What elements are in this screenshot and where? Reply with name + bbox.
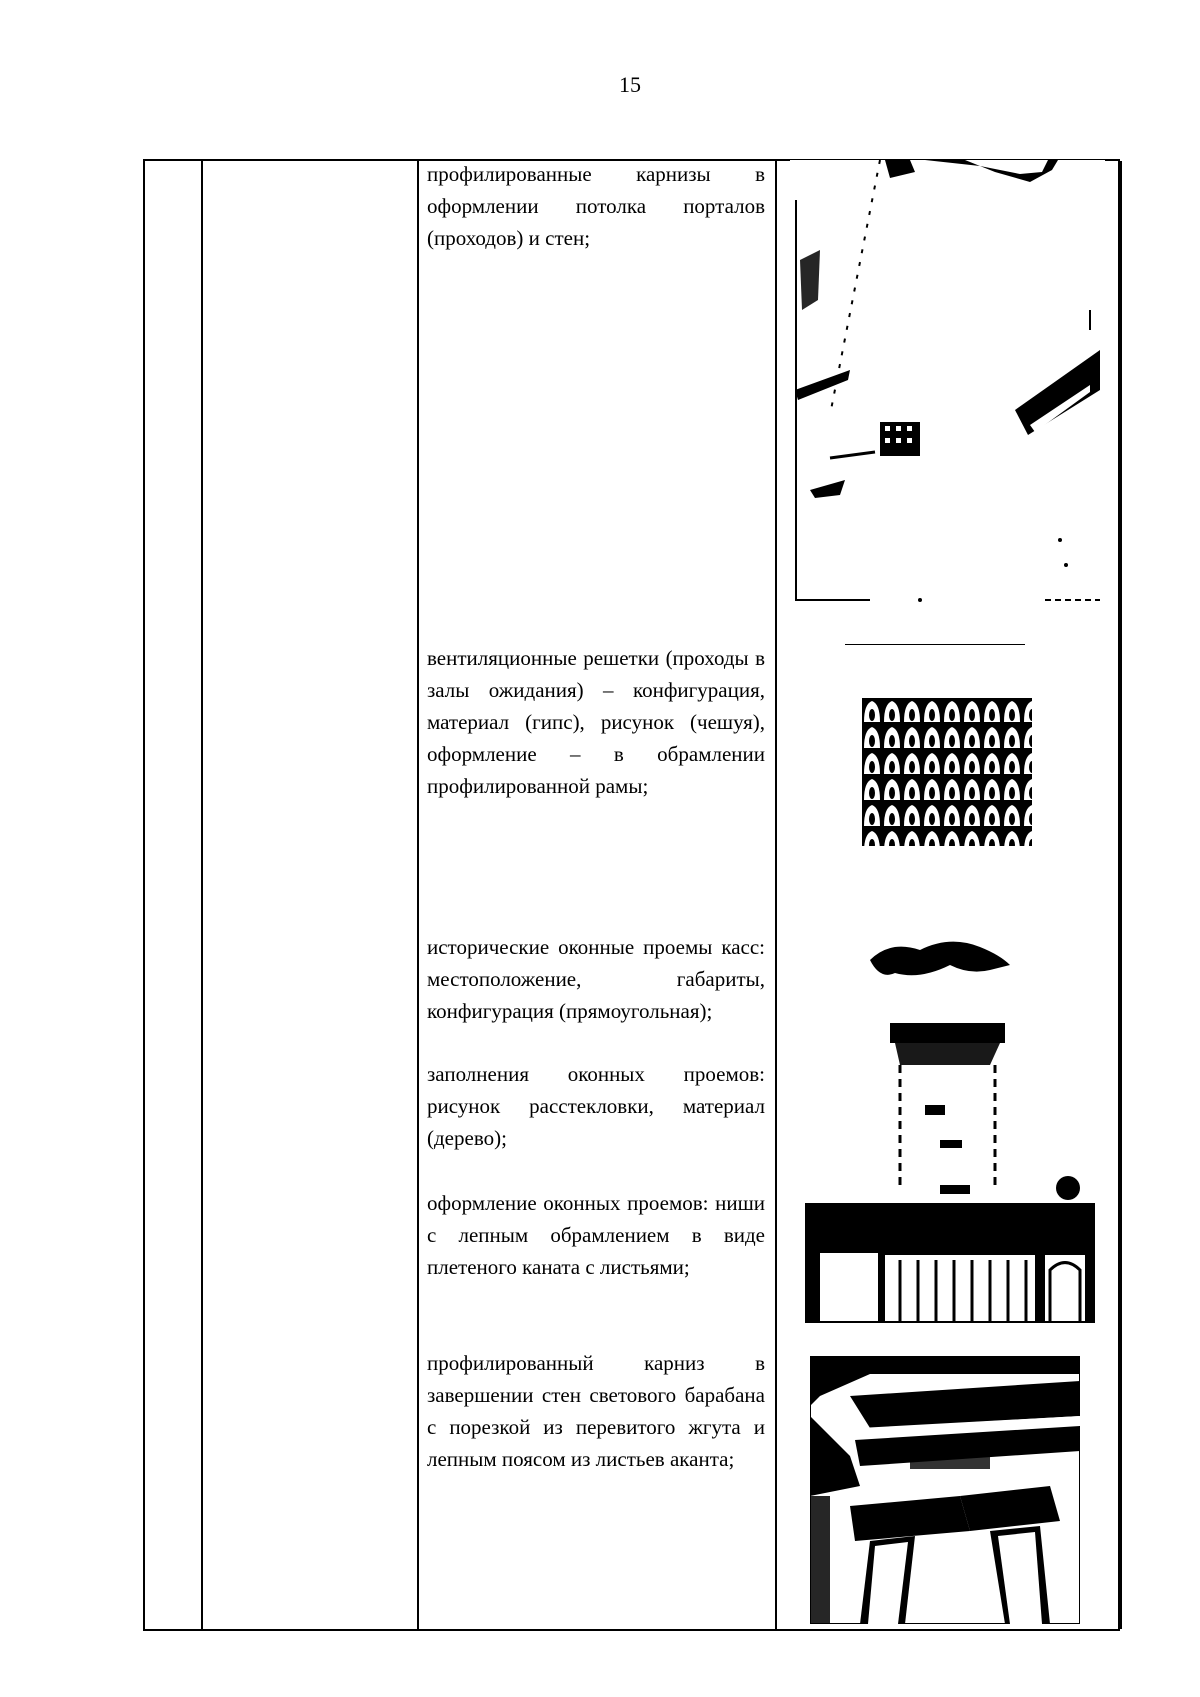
description-window-fillings: заполнения оконных проемов: рисунок расстекловки, материал (дерево); <box>427 1062 765 1150</box>
column-divider-4 <box>1120 161 1122 1629</box>
description-window-openings: исторические оконные проемы касс: местоположение, габариты, конфигурация (прямоугольная); <box>427 935 765 1023</box>
description-drum-cornice: профилированный карниз в завершении стен светового барабана с порезкой из перевитого жгута и лепным поясом из листьев аканта; <box>427 1351 765 1471</box>
divider-line <box>845 644 1025 645</box>
column-divider-3 <box>775 161 777 1629</box>
ceiling-cornice-photo <box>790 160 1105 605</box>
ventilation-grille-photo <box>862 698 1032 846</box>
column-divider-1 <box>201 161 203 1629</box>
description-ventilation-grilles: вентиляционные решетки (проходы в залы ожидания) – конфигурация, материал (гипс), рисунок (чешуя), оформление – в обрамлении профилированной рамы; <box>427 646 765 798</box>
description-window-decoration: оформление оконных проемов: ниши с лепным обрамлением в виде плетеного каната с листьями; <box>427 1191 765 1279</box>
page-number: 15 <box>619 72 641 97</box>
column-divider-2 <box>417 161 419 1629</box>
description-cornices-ceiling: профилированные карнизы в оформлении потолка порталов (проходов) и стен; <box>427 162 765 250</box>
drum-cornice-photo <box>810 1356 1080 1624</box>
ticket-window-photo <box>800 935 1100 1325</box>
